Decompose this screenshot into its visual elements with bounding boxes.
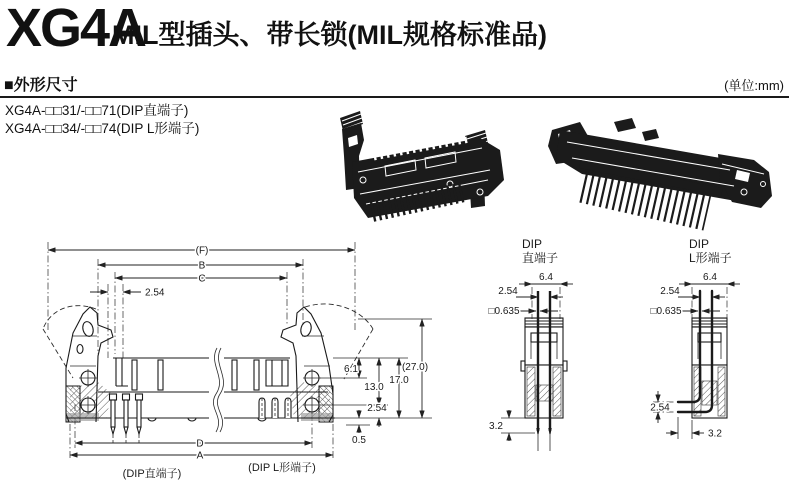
dim-3-2-label: 3.2 xyxy=(489,421,503,432)
l-terminal-pins xyxy=(259,398,291,418)
dim-0-5-label: 0.5 xyxy=(352,435,366,446)
dim-2-54-row-label: 2.54 xyxy=(650,402,670,414)
isometric-view-straight-connector xyxy=(330,96,520,238)
isometric-view-l-type-connector xyxy=(522,102,784,240)
dim-27-0-label: (27.0) xyxy=(401,362,429,373)
dim-B-label: B xyxy=(198,260,206,272)
pin-length-dimension xyxy=(666,417,722,440)
dim-D-label: D xyxy=(196,438,204,450)
caption-l-terminal: (DIP L形端子) xyxy=(248,462,316,474)
product-code: XG4A xyxy=(6,0,146,58)
view-title-straight: 直端子 xyxy=(522,251,559,265)
section-bar xyxy=(0,68,789,98)
model-list xyxy=(5,102,199,138)
dim-F-label: (F) xyxy=(195,245,209,257)
dim-6-1-label: 6.1 xyxy=(344,364,358,375)
row-pitch-dimension xyxy=(650,391,676,423)
dim-2-54-label: 2.54 xyxy=(660,286,680,297)
dim-3-2-label: 3.2 xyxy=(708,428,722,440)
dim-6-4-label: 6.4 xyxy=(539,272,553,283)
connector-body-illustration xyxy=(548,118,772,210)
dim-pitch-label: 2.54 xyxy=(145,287,165,299)
horizontal-dimensions xyxy=(48,246,355,299)
dim-13-0-label: 13.0 xyxy=(364,382,384,393)
dim-2-54-label: 2.54 xyxy=(498,286,518,297)
dim-C-label: C xyxy=(198,273,206,285)
caption-straight-terminal: (DIP直端子) xyxy=(122,468,182,480)
view-title-dip: DIP xyxy=(689,237,710,251)
front-dimension-drawing xyxy=(40,236,470,485)
dim-sq-0635-label: □0.635 xyxy=(488,306,520,317)
contact-ribs xyxy=(116,358,288,390)
vertical-dimensions xyxy=(344,319,428,446)
model-straight: XG4A-□□31/-□□71(DIP直端子) xyxy=(5,103,189,118)
model-l-type: XG4A-□□34/-□□74(DIP L形端子) xyxy=(5,121,200,136)
top-dimensions xyxy=(650,272,740,319)
bottom-dimensions xyxy=(70,439,333,462)
top-dimensions xyxy=(488,272,573,319)
dim-sq-0635-label: □0.635 xyxy=(650,306,682,317)
dip-straight-side-view xyxy=(483,233,648,485)
view-title-l-type: L形端子 xyxy=(689,251,732,265)
unit-note: (单位:mm) xyxy=(724,78,784,93)
housing-section xyxy=(692,318,727,418)
straight-terminal-pins xyxy=(110,394,143,443)
dim-6-4-label: 6.4 xyxy=(703,272,717,283)
dip-l-type-side-view xyxy=(648,233,789,485)
dim-2-54-label: 2.54 xyxy=(367,403,387,414)
page-title: MIL型插头、带长锁(MIL规格标准品) xyxy=(112,20,547,50)
housing-section xyxy=(521,318,567,418)
connector-body-illustration xyxy=(340,111,504,218)
section-title: ■外形尺寸 xyxy=(4,77,78,94)
dim-A-label: A xyxy=(196,450,204,462)
view-title-dip: DIP xyxy=(522,237,543,251)
connector-outline xyxy=(66,307,335,443)
dim-17-0-label: 17.0 xyxy=(389,375,409,386)
